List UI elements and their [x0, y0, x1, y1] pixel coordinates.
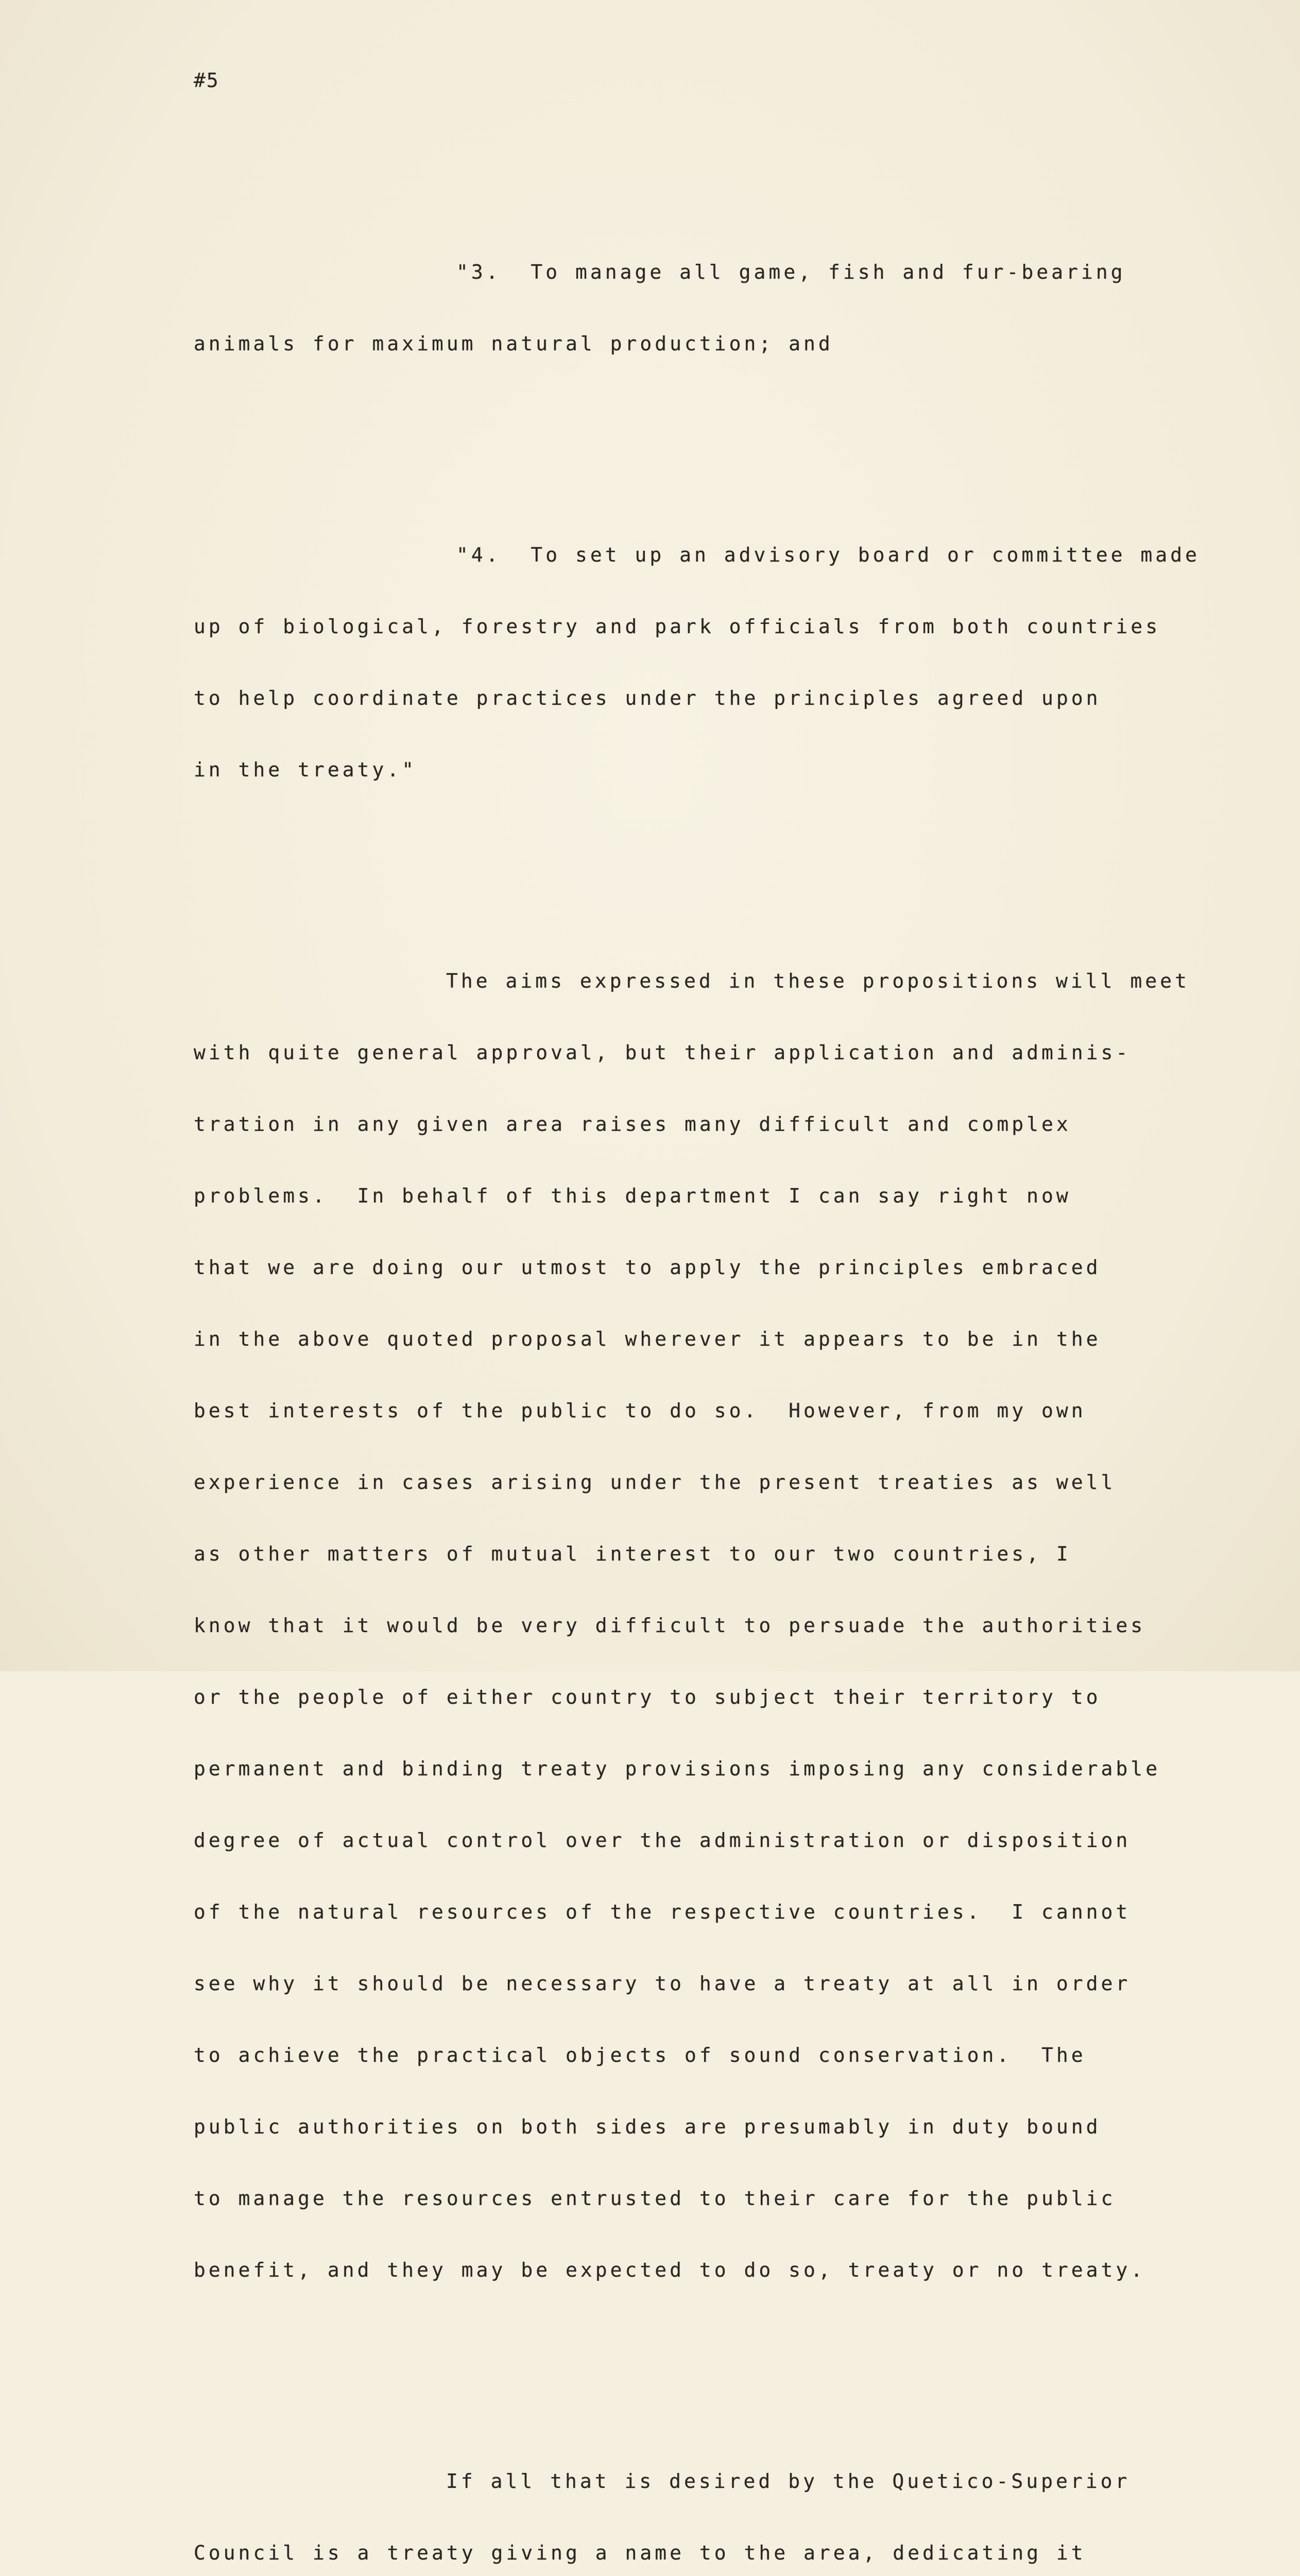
text-line: degree of actual control over the administration or disposition: [194, 1829, 1131, 1852]
text-line: If all that is desired by the Quetico-Superior: [446, 2470, 1131, 2493]
text-line: problems. In behalf of this department I can say right now: [194, 1184, 1071, 1207]
text-line: of the natural resources of the respective countries. I cannot: [194, 1901, 1131, 1923]
letter-body: [194, 146, 1255, 2576]
paragraph-item-3: [194, 214, 1255, 402]
text-line: Council is a treaty giving a name to the area, dedicating it: [194, 2541, 1086, 2564]
text-line: The aims expressed in these propositions will meet: [446, 970, 1190, 992]
text-line: in the treaty.": [194, 758, 417, 781]
text-line: permanent and binding treaty provisions imposing any considerable: [194, 1757, 1161, 1780]
text-line: "3. To manage all game, fish and fur-bearing: [456, 261, 1126, 283]
text-line: in the above quoted proposal wherever it appears to be in the: [194, 1328, 1101, 1350]
text-line: tration in any given area raises many difficult and complex: [194, 1113, 1071, 1136]
text-line: "4. To set up an advisory board or committee made: [456, 544, 1200, 566]
paragraph-item-4: [194, 497, 1255, 828]
text-line: to achieve the practical objects of sound conservation. The: [194, 2044, 1086, 2066]
text-line: to help coordinate practices under the principles agreed upon: [194, 687, 1101, 709]
text-line: best interests of the public to do so. However, from my own: [194, 1399, 1086, 1422]
text-line: as other matters of mutual interest to our two countries, I: [194, 1543, 1071, 1565]
paragraph-aims: [194, 923, 1255, 2329]
text-line: benefit, and they may be expected to do so, treaty or no treaty.: [194, 2259, 1146, 2281]
text-line: to manage the resources entrusted to their care for the public: [194, 2187, 1116, 2210]
page-number: #5: [194, 69, 219, 92]
text-line: up of biological, forestry and park officials from both countries: [194, 615, 1161, 638]
text-line: public authorities on both sides are presumably in duty bound: [194, 2115, 1101, 2138]
text-line: know that it would be very difficult to persuade the authorities: [194, 1614, 1146, 1637]
text-line: experience in cases arising under the present treaties as well: [194, 1471, 1116, 1494]
text-line: or the people of either country to subject their territory to: [194, 1686, 1101, 1708]
text-line: with quite general approval, but their application and adminis-: [194, 1041, 1131, 1064]
text-line: see why it should be necessary to have a treaty at all in order: [194, 1972, 1131, 1995]
text-line: animals for maximum natural production; and: [194, 332, 833, 355]
text-line: that we are doing our utmost to apply the principles embraced: [194, 1256, 1101, 1279]
paragraph-if-all: [194, 2423, 1255, 2576]
